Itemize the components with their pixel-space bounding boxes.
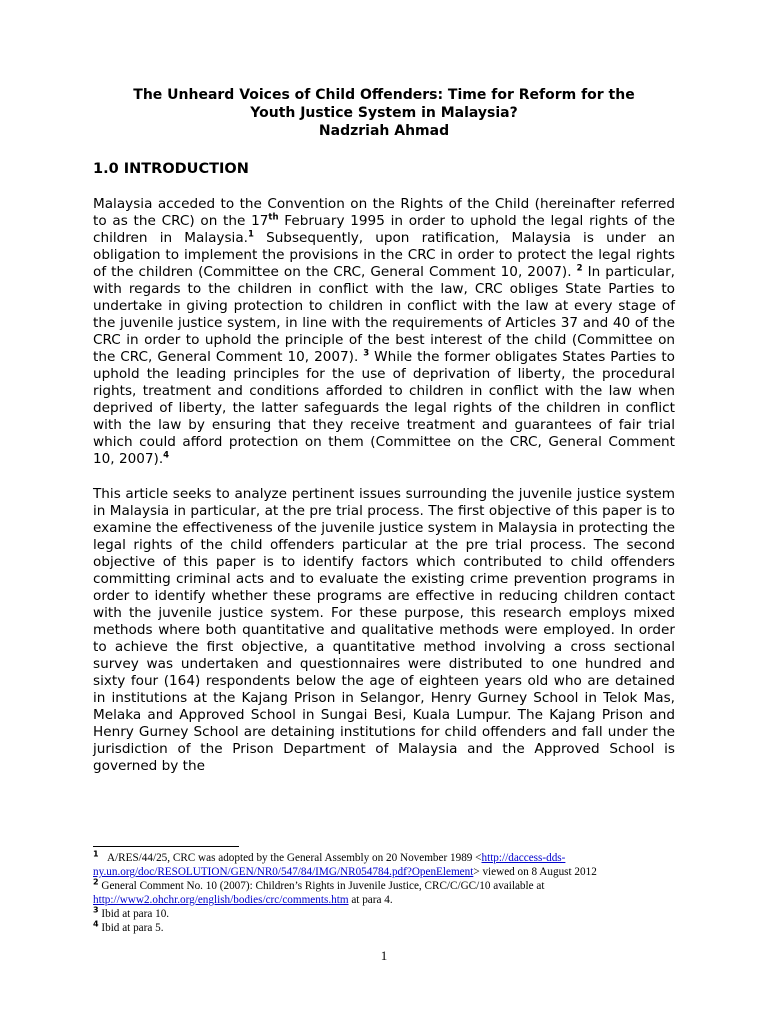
p1-text-e: While the former obligates States Parties to uphold the leading principles for the use of deprivation of liberty, the procedural rights, treatment and conditions afforded to children in conflict with the law when deprived of liberty, the latter safeguards the legal rights of the children in conflict with the law by ensuring that they receive treatment and guarantees of fair trial which could afford protection on them (Committee on the CRC, General Comment 10, 2007). (93, 349, 675, 467)
p1-text-d: In particular, with regards to the children in conflict with the law, CRC obliges State Parties to undertake in giving protection to children in conflict with the law at every stage of the juvenile justice system, in line with the requirements of Articles 37 and 40 of the CRC in order to uphold the principle of the best interest of the child (Committee on the CRC, General Comment 10, 2007). (93, 264, 676, 365)
footnote-ref-1[interactable]: 1 (247, 229, 254, 240)
author-name: Nadzriah Ahmad (318, 123, 450, 139)
p1-text-c: Subsequently, upon ratification, Malaysia is under an obligation to implement the provisions in the CRC in order to protect the legal rights of the children (Committee on the CRC, General Comment 10, 2007). (93, 230, 675, 280)
footnotes-section (93, 851, 675, 935)
footnote-1-number: 1 (93, 849, 99, 859)
p1-text-b: February 1995 in order to uphold the legal rights of the children in Malaysia. (93, 213, 675, 246)
footnote-4-text: Ibid at para 5. (101, 922, 164, 934)
footnote-4-number: 4 (93, 919, 99, 929)
footnote-1-text: A/RES/44/25, CRC was adopted by the General Assembly on 20 November 1989 < (106, 852, 482, 864)
introduction-paragraph-2: This article seeks to analyze pertinent issues surrounding the juvenile justice system in Malaysia in particular, at the pre trial process. The first objective of this paper is to examine the effectiveness of the juvenile justice system in Malaysia in protecting the legal rights of the child offenders particular at the pre trial process. The second objective of this paper is to identify factors which contributed to child offenders committing criminal acts and to evaluate the existing crime prevention programs in order to identify whether these programs are effective in reducing children contact with the juvenile justice system. For these purpose, this research employs mixed methods where both quantitative and qualitative methods were employed. In order to achieve the first objective, a quantitative method involving a cross sectional survey was undertaken and questionnaires were distributed to one hundred and sixty four (164) respondents below the age of eighteen years old who are detained in institutions at the Kajang Prison in Selangor, Henry Gurney School in Telok Mas, Melaka and Approved School in Sungai Besi, Kuala Lumpur. The Kajang Prison and Henry Gurney School are detaining institutions for child offenders and fall under the jurisdiction of the Prison Department of Malaysia and the Approved School is governed by the (93, 486, 675, 774)
title-line-1: The Unheard Voices of Child Offenders: Time for Reform for the (133, 87, 635, 103)
footnote-ref-2[interactable]: 2 (576, 263, 583, 274)
footnote-2-after: at para 4. (348, 894, 393, 906)
ordinal-suffix: th (268, 212, 279, 223)
introduction-paragraph-1 (93, 196, 675, 468)
document-title (93, 86, 675, 140)
page-number: 1 (380, 948, 388, 963)
footnote-3-number: 3 (93, 905, 99, 915)
p1-text-a: Malaysia acceded to the Convention on the Rights of the Child (hereinafter referred to as the CRC) on the 17 (93, 196, 675, 229)
footnote-separator (93, 846, 239, 847)
footnote-1 (93, 851, 675, 879)
section-heading: 1.0 INTRODUCTION (93, 161, 249, 177)
footnote-2-text: General Comment No. 10 (2007): Children’s Rights in Juvenile Justice, CRC/C/GC/10 available at (101, 880, 545, 892)
footnote-ref-3[interactable]: 3 (363, 348, 370, 359)
footnote-2 (93, 879, 675, 907)
page-body (93, 86, 675, 775)
footnote-ref-4[interactable]: 4 (163, 450, 170, 461)
footnote-1-after: > viewed on 8 August 2012 (473, 866, 597, 878)
footnote-2-link[interactable]: http://www2.ohchr.org/english/bodies/crc/comments.htm (93, 894, 349, 906)
footnote-3 (93, 907, 675, 921)
footnote-2-number: 2 (93, 877, 99, 887)
footnote-4 (93, 921, 675, 935)
footnote-1-link[interactable]: http://daccess-dds-ny.un.org/doc/RESOLUTION/GEN/NR0/547/84/IMG/NR054784.pdf?OpenElement (93, 852, 566, 878)
footnote-3-text: Ibid at para 10. (101, 908, 170, 920)
title-line-2: Youth Justice System in Malaysia? (250, 105, 518, 121)
